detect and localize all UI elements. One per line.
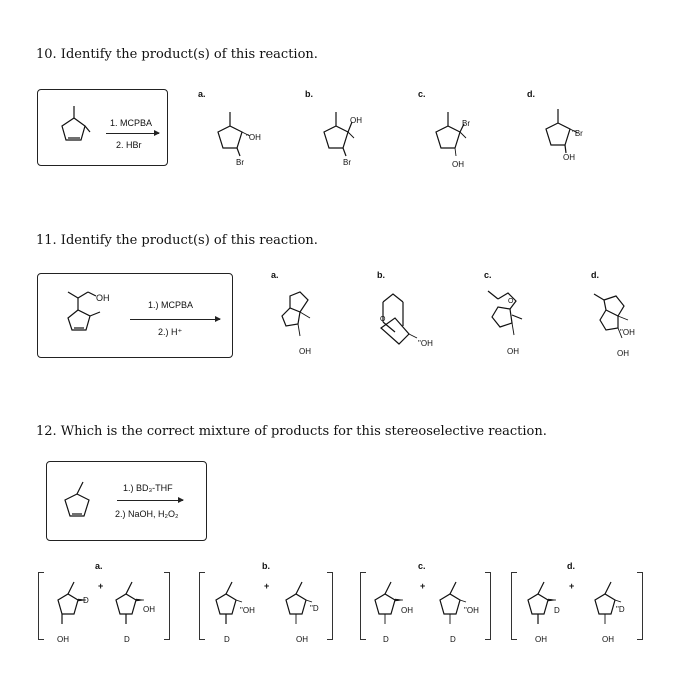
q12-option-a-plus: + xyxy=(98,581,104,591)
q10-option-c-br: Br xyxy=(462,119,470,128)
q12-option-b-p2-below: OH xyxy=(296,635,308,644)
q12-option-c-p2-below: D xyxy=(450,635,456,644)
q10-reaction-box xyxy=(37,89,168,166)
q10-option-d-br: "Br xyxy=(572,129,583,138)
q11-option-c-label: c. xyxy=(484,270,492,280)
q12-option-c-p2-side: "OH xyxy=(464,606,479,615)
q12-option-b-bracket-right xyxy=(327,572,333,640)
q12-option-a-label: a. xyxy=(95,561,103,571)
q12-option-b-product-1 xyxy=(210,578,254,630)
q12-option-c-p1-side: OH xyxy=(401,606,413,615)
q12-option-a-p2-below: D xyxy=(124,635,130,644)
q12-option-a-product-1 xyxy=(52,578,96,630)
q12-option-d-p1-side: D xyxy=(554,606,560,615)
q10-option-a-br: Br xyxy=(236,158,244,167)
q12-option-a-p1-below: OH xyxy=(57,635,69,644)
q12-option-b-bracket-left xyxy=(199,572,205,640)
q11-option-d-label: d. xyxy=(591,270,599,280)
q10-reaction-arrow xyxy=(106,133,159,134)
q10-option-a-label: a. xyxy=(198,89,206,99)
q12-reagent-1: 1.) BD₃-THF xyxy=(123,483,173,493)
q10-option-c-oh: OH xyxy=(452,160,464,169)
q12-option-b-plus: + xyxy=(264,581,270,591)
question-12-title: 12. Which is the correct mixture of products for this stereoselective reaction. xyxy=(36,424,547,439)
q11-reagent-1: 1.) MCPBA xyxy=(148,300,194,310)
q11-option-c-structure xyxy=(484,285,532,345)
q11-option-a-structure xyxy=(276,286,320,346)
q11-reagent-2: 2.) H⁺ xyxy=(158,327,183,337)
q11-option-a-oh: OH xyxy=(299,347,311,356)
q10-reagent-1: 1. MCPBA xyxy=(110,118,153,128)
q12-option-b-p1-side: "OH xyxy=(240,606,255,615)
q10-option-a-oh: "OH xyxy=(246,133,261,142)
q12-option-d-bracket-left xyxy=(511,572,517,640)
q12-starting-material-structure xyxy=(59,476,99,524)
q11-option-d-structure xyxy=(592,286,642,346)
q12-option-a-p2-side: OH xyxy=(143,605,155,614)
q10-option-d-label: d. xyxy=(527,89,535,99)
q11-option-c-oh: OH xyxy=(507,347,519,356)
question-10-title: 10. Identify the product(s) of this reaction. xyxy=(36,47,318,62)
q10-option-a-structure xyxy=(212,108,252,156)
q12-reagent-2: 2.) NaOH, H₂O₂ xyxy=(115,509,179,519)
q11-option-b-label: b. xyxy=(377,270,385,280)
q11-option-c-o: O xyxy=(508,298,514,305)
q12-option-c-product-1 xyxy=(369,578,413,630)
q12-option-d-plus: + xyxy=(569,581,575,591)
q12-option-c-p1-below: D xyxy=(383,635,389,644)
q11-option-b-oh: "OH xyxy=(418,339,433,348)
q12-reaction-box xyxy=(46,461,207,541)
q11-option-b-o: O xyxy=(380,316,386,323)
q12-option-d-p2-side: "D xyxy=(616,605,625,614)
q12-option-d-p1-below: OH xyxy=(535,635,547,644)
q11-starting-material-oh: OH xyxy=(96,293,110,303)
q12-option-d-p2-below: OH xyxy=(602,635,614,644)
q10-option-c-structure xyxy=(430,108,470,158)
q12-option-d-product-1 xyxy=(522,578,566,630)
q12-reaction-arrow xyxy=(117,500,183,501)
q11-option-d-oh-1: "OH xyxy=(620,328,635,337)
q12-option-c-plus: + xyxy=(420,581,426,591)
q12-option-d-label: d. xyxy=(567,561,575,571)
q12-option-b-label: b. xyxy=(262,561,270,571)
q10-option-c-label: c. xyxy=(418,89,426,99)
q12-option-a-product-2 xyxy=(110,578,154,630)
q10-reagent-2: 2. HBr xyxy=(116,140,142,150)
q11-option-d-oh-2: OH xyxy=(617,349,629,358)
q12-option-c-bracket-right xyxy=(485,572,491,640)
q12-option-d-product-2 xyxy=(589,578,633,630)
q12-option-a-p1-side: D xyxy=(83,596,89,605)
q10-option-d-oh: OH xyxy=(563,153,575,162)
q12-option-c-product-2 xyxy=(434,578,478,630)
q10-option-b-label: b. xyxy=(305,89,313,99)
q12-option-c-label: c. xyxy=(418,561,426,571)
q12-option-c-bracket-left xyxy=(360,572,366,640)
q12-option-b-p2-side: "D xyxy=(310,604,319,613)
question-11-title: 11. Identify the product(s) of this reaction. xyxy=(36,233,318,248)
q10-option-b-br: Br xyxy=(343,158,351,167)
q12-option-a-bracket-left xyxy=(38,572,44,640)
q12-option-a-bracket-right xyxy=(164,572,170,640)
q12-option-b-p1-below: D xyxy=(224,635,230,644)
q10-starting-material-structure xyxy=(52,104,92,146)
q10-option-b-oh: OH xyxy=(350,116,362,125)
q11-option-a-label: a. xyxy=(271,270,279,280)
q11-reaction-box xyxy=(37,273,233,358)
q12-option-d-bracket-right xyxy=(637,572,643,640)
q11-reaction-arrow xyxy=(130,319,220,320)
